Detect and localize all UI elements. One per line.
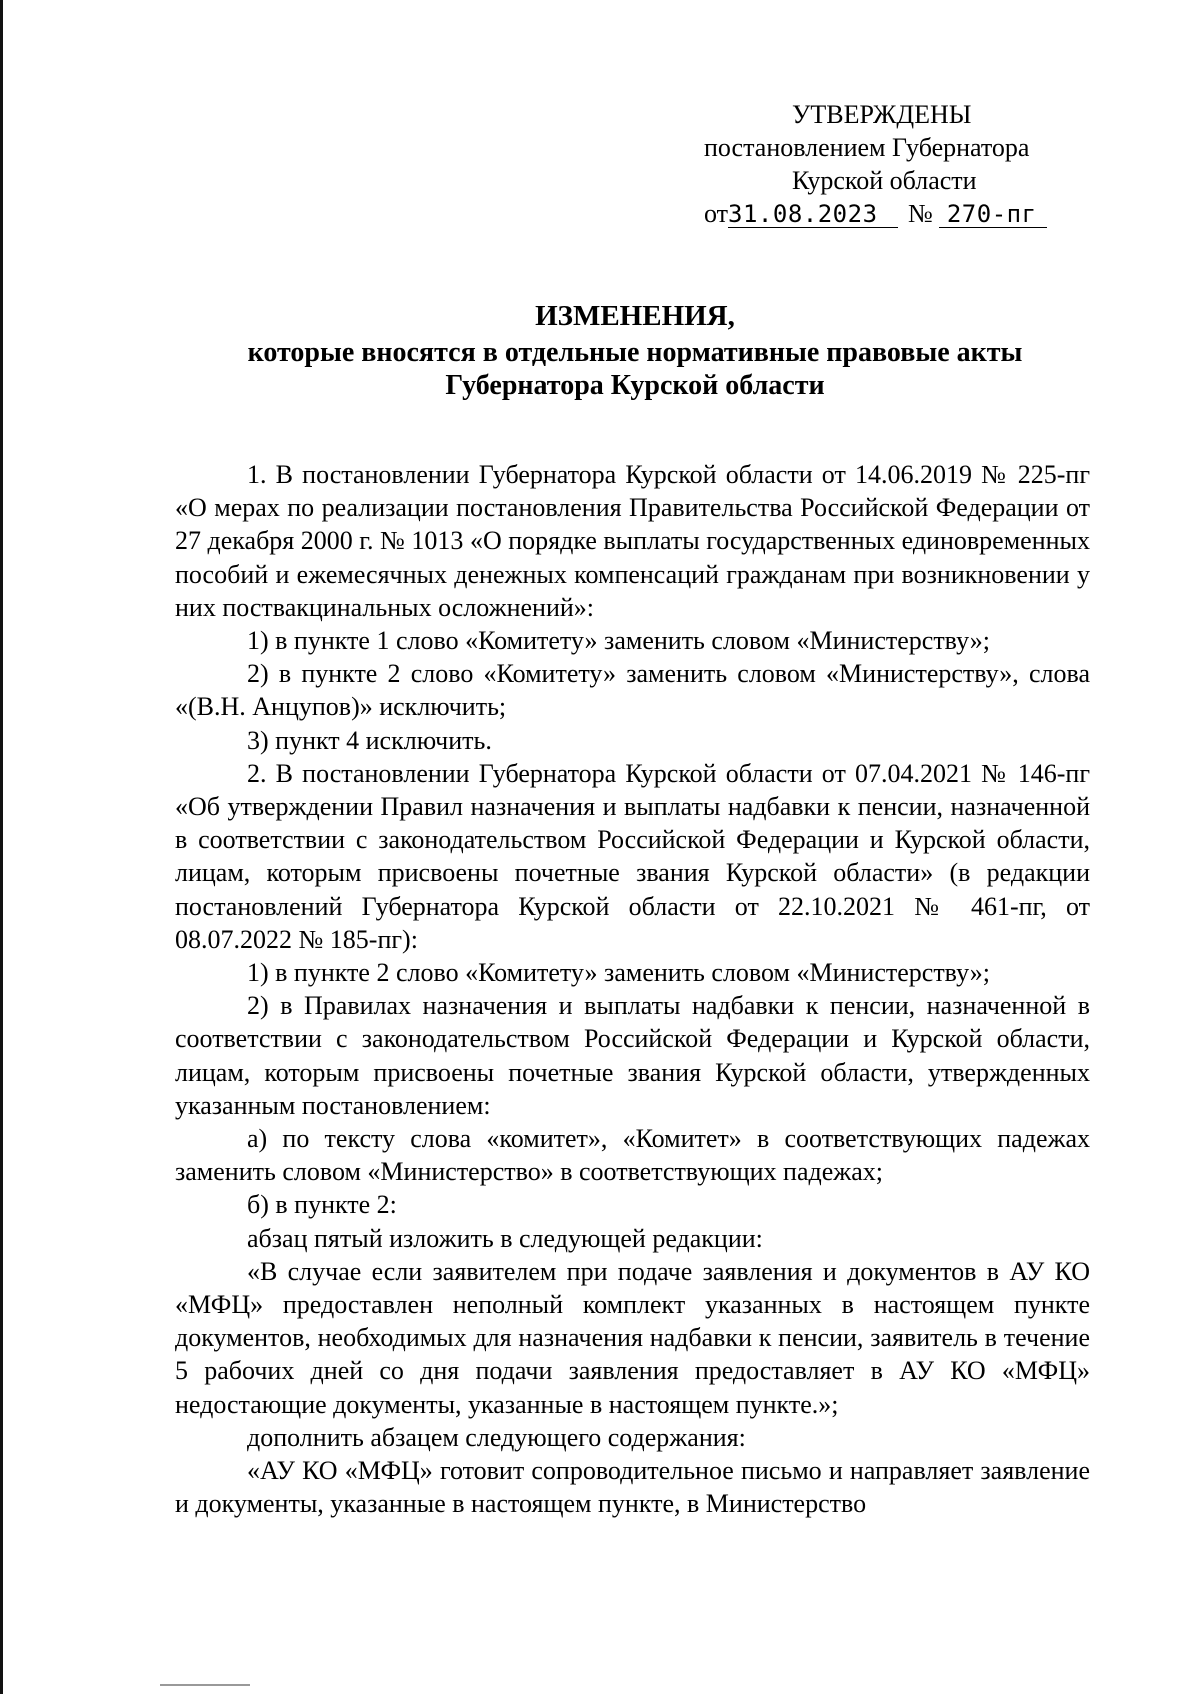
- date-prefix: от: [704, 199, 729, 228]
- paragraph: дополнить абзацем следующего содержания:: [247, 1422, 746, 1452]
- document-title: ИЗМЕНЕНИЯ,: [535, 300, 735, 332]
- approval-date-number-line: [680, 197, 1080, 230]
- paragraph: 1) в пункте 2 слово «Комитету» заменить словом «Министерству»;: [247, 958, 990, 988]
- approval-line-region: Курской области: [792, 166, 977, 195]
- paragraph: «АУ КО «МФЦ» готовит сопроводительное письмо и направляет заявление и документы, указанные в настоящем пункте, в Министерство: [175, 1456, 1090, 1519]
- approval-line-resolution: постановлением Губернатора: [704, 133, 1030, 162]
- paragraph: 1. В постановлении Губернатора Курской области от 14.06.2019 № 225-пг «О мерах по реализации постановления Правительства Российской Федерации от 27 декабря 2000 г. № 1013 «О порядке выплаты государственных единовременных пособий и ежемесячных денежных компенсаций гражданам при возникновении у них поствакцинальных осложнений»:: [175, 460, 1090, 622]
- number-sign: №: [908, 199, 933, 228]
- approval-title: УТВЕРЖДЕНЫ: [792, 100, 972, 129]
- paragraph: 2) в Правилах назначения и выплаты надбавки к пенсии, назначенной в соответствии с законодательством Российской Федерации и Курской области, лицам, которым присвоены почетные звания Курской области, утвержденных указанным постановлением:: [175, 991, 1090, 1120]
- document-heading: [175, 300, 1095, 402]
- document-body: [175, 458, 1090, 1521]
- paragraph: «В случае если заявителем при подаче заявления и документов в АУ КО «МФЦ» предоставлен неполный комплект указанных в настоящем пункте документов, необходимых для назначения надбавки к пенсии, заявитель в течение 5 рабочих дней со дня подачи заявления предоставляет в АУ КО «МФЦ» недостающие документы, указанные в настоящем пункте.»;: [175, 1256, 1090, 1419]
- paragraph: 1) в пункте 1 слово «Комитету» заменить словом «Министерству»;: [247, 626, 990, 656]
- paragraph: а) по тексту слова «комитет», «Комитет» в соответствующих падежах заменить словом «Министерство» в соответствующих падежах;: [175, 1124, 1090, 1187]
- paragraph: б) в пункте 2:: [247, 1190, 397, 1220]
- approval-stamp-block: [680, 98, 1080, 230]
- page-left-border: [0, 0, 3, 1694]
- approval-number: 270-пг: [939, 201, 1047, 228]
- document-subtitle-line1: которые вносятся в отдельные нормативные правовые акты: [247, 337, 1023, 368]
- paragraph: 2. В постановлении Губернатора Курской области от 07.04.2021 № 146-пг «Об утверждении Правил назначения и выплаты надбавки к пенсии, назначенной в соответствии с законодательством Российской Федерации и Курской области, лицам, которым присвоены почетные звания Курской области» (в редакции постановлений Губернатора Курской области от 22.10.2021 № 461-пг, от 08.07.2022 № 185-пг):: [175, 758, 1090, 954]
- paragraph: 3) пункт 4 исключить.: [247, 725, 492, 755]
- approval-date: 31.08.2023: [728, 201, 898, 228]
- paragraph: абзац пятый изложить в следующей редакции:: [247, 1223, 763, 1253]
- document-subtitle-line2: Губернатора Курской области: [445, 370, 825, 401]
- paragraph: 2) в пункте 2 слово «Комитету» заменить словом «Министерству», слова «(В.Н. Анцупов)» исключить;: [175, 659, 1090, 722]
- footer-scan-mark: [160, 1684, 250, 1686]
